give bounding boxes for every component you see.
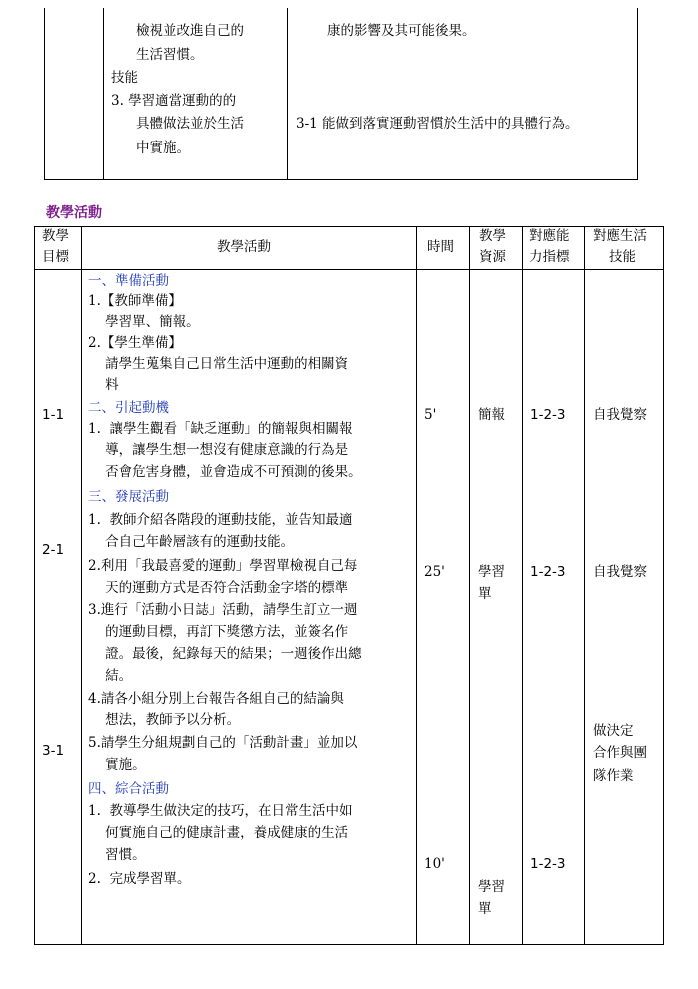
top-right-line: 康的影響及其可能後果。 bbox=[327, 23, 476, 39]
resource-value: 單 bbox=[478, 901, 492, 917]
activity-line: 1. 教師介紹各階段的運動技能，並告知最適 bbox=[88, 512, 353, 528]
table-left-border bbox=[34, 226, 35, 945]
skill-value: 隊作業 bbox=[593, 768, 634, 784]
header-goal: 目標 bbox=[42, 249, 69, 265]
activity-heading: 二、引起動機 bbox=[88, 400, 169, 416]
activity-line: 料 bbox=[88, 377, 119, 393]
resource-value: 學習 bbox=[478, 879, 505, 895]
header-indicator: 對應能 bbox=[529, 228, 570, 244]
activity-heading: 三、發展活動 bbox=[88, 489, 169, 505]
indicator-value: 1-2-3 bbox=[530, 407, 566, 423]
column-divider bbox=[584, 226, 585, 945]
header-skill: 對應生活 bbox=[593, 228, 647, 244]
activity-line: 導，讓學生想一想沒有健康意識的行為是 bbox=[88, 442, 349, 458]
activity-line: 天的運動方式是否符合活動金字塔的標準 bbox=[88, 580, 349, 596]
activity-line: 1. 讓學生觀看「缺乏運動」的簡報與相關報 bbox=[88, 421, 353, 437]
top-middle-line: 技能 bbox=[111, 70, 138, 86]
header-indicator: 力指標 bbox=[529, 249, 570, 265]
activity-line: 何實施自己的健康計畫，養成健康的生活 bbox=[88, 825, 349, 841]
goal-code: 3-1 bbox=[42, 743, 65, 759]
time-value: 5' bbox=[424, 407, 437, 423]
table-bottom-border bbox=[34, 944, 664, 945]
header-activity: 教學活動 bbox=[217, 239, 271, 255]
column-divider bbox=[469, 226, 470, 945]
top-middle-line: 中實施。 bbox=[136, 140, 190, 156]
activity-line: 的運動目標，再訂下獎懲方法，並簽名作 bbox=[88, 624, 349, 640]
column-divider bbox=[522, 226, 523, 945]
time-value: 10' bbox=[424, 856, 445, 872]
header-goal: 教學 bbox=[42, 228, 69, 244]
time-value: 25' bbox=[424, 564, 445, 580]
activity-heading: 一、準備活動 bbox=[88, 273, 169, 289]
activity-line: 實施。 bbox=[88, 757, 146, 773]
activity-line: 否會危害身體，並會造成不可預測的後果。 bbox=[88, 464, 362, 480]
top-right-line: 3-1 能做到落實運動習慣於生活中的具體行為。 bbox=[296, 116, 579, 132]
activity-line: 請學生蒐集自己日常生活中運動的相關資 bbox=[88, 356, 349, 372]
activity-line: 2.利用「我最喜愛的運動」學習單檢視自己每 bbox=[88, 558, 358, 574]
header-time: 時間 bbox=[427, 239, 454, 255]
top-table-divider-2 bbox=[287, 8, 288, 180]
skill-value: 自我覺察 bbox=[593, 564, 647, 580]
section-title: 教學活動 bbox=[46, 205, 102, 221]
activity-line: 3.進行「活動小日誌」活動，請學生訂立一週 bbox=[88, 602, 358, 618]
top-table-right-border bbox=[637, 8, 638, 180]
activity-line: 1. 教導學生做決定的技巧，在日常生活中如 bbox=[88, 803, 353, 819]
activity-line: 2.【學生準備】 bbox=[88, 335, 182, 351]
activity-heading: 四、綜合活動 bbox=[88, 781, 169, 797]
table-top-border bbox=[34, 226, 664, 227]
resource-value: 學習 bbox=[478, 564, 505, 580]
top-middle-line: 3. 學習適當運動的的 bbox=[111, 93, 237, 109]
indicator-value: 1-2-3 bbox=[530, 856, 566, 872]
activity-line: 合自己年齡層該有的運動技能。 bbox=[88, 534, 295, 550]
activity-line: 想法，教師予以分析。 bbox=[88, 712, 241, 728]
table-header-border bbox=[34, 269, 664, 270]
column-divider bbox=[416, 226, 417, 945]
table-right-border bbox=[663, 226, 664, 945]
header-resource: 資源 bbox=[479, 249, 506, 265]
top-middle-line: 具體做法並於生活 bbox=[136, 116, 244, 132]
top-table-left-border bbox=[44, 8, 45, 180]
activity-line: 2. 完成學習單。 bbox=[88, 871, 191, 887]
header-resource: 教學 bbox=[479, 228, 506, 244]
goal-code: 1-1 bbox=[42, 407, 65, 423]
top-table-divider-1 bbox=[103, 8, 104, 180]
top-table-bottom-border bbox=[44, 179, 638, 180]
column-divider bbox=[81, 226, 82, 945]
activity-line: 結。 bbox=[88, 668, 133, 684]
resource-value: 單 bbox=[478, 586, 492, 602]
goal-code: 2-1 bbox=[42, 542, 65, 558]
header-skill: 技能 bbox=[609, 249, 636, 265]
top-middle-line: 檢視並改進自己的 bbox=[136, 23, 244, 39]
activity-line: 1.【教師準備】 bbox=[88, 293, 182, 309]
skill-value: 做決定 bbox=[593, 723, 634, 739]
activity-line: 4.請各小組分別上台報告各組自己的結論與 bbox=[88, 691, 344, 707]
skill-value: 合作與團 bbox=[593, 745, 647, 761]
resource-value: 簡報 bbox=[478, 407, 505, 423]
activity-line: 5.請學生分組規劃自己的「活動計畫」並加以 bbox=[88, 735, 358, 751]
activity-line: 習慣。 bbox=[88, 847, 146, 863]
skill-value: 自我覺察 bbox=[593, 407, 647, 423]
activity-line: 學習單、簡報。 bbox=[88, 314, 200, 330]
indicator-value: 1-2-3 bbox=[530, 564, 566, 580]
top-middle-line: 生活習慣。 bbox=[136, 47, 204, 63]
activity-line: 證。最後，紀錄每天的結果；一週後作出總 bbox=[88, 646, 362, 662]
